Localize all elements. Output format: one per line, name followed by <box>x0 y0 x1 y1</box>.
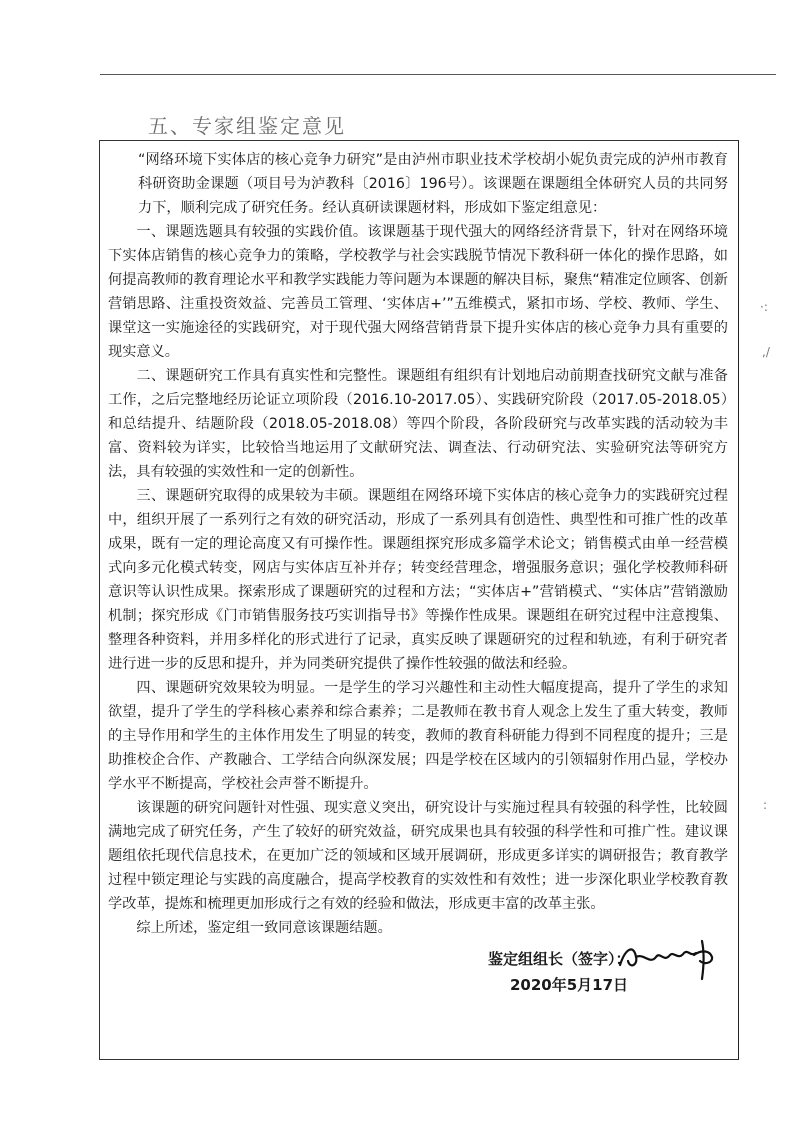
intro-paragraph: “网络环境下实体店的核心竞争力研究”是由泸州市职业技术学校胡小妮负责完成的泸州市教育科研资助金课题（项目号为泸教科〔2016〕196号）。该课题在课题组全体研究人员的共同努力下，顺利完成了研究任务。经认真研读课题材料，形成如下鉴定组意见： <box>138 152 728 216</box>
point-1-paragraph: 一、课题选题具有较强的实践价值。该课题基于现代强大的网络经济背景下，针对在网络环境下实体店销售的核心竞争力的策略，学校教学与社会实践脱节情况下教科研一体化的操作思路，如何提高教师的教育理论水平和教学实践能力等问题为本课题的解决目标，聚焦“精准定位顾客、创新营销思路、注重投资效益、完善员工管理、‘实体店+’”五维模式，紧扣市场、学校、教师、学生、课堂这一实施途径的实践研究，对于现代强大网络营销背景下提升实体店的核心竞争力具有重要的现实意义。 <box>108 224 728 360</box>
top-divider <box>100 74 776 75</box>
sign-date: 2020年5月17日 <box>510 976 629 994</box>
section-title: 五、专家组鉴定意见 <box>148 114 346 138</box>
conclusion-paragraph: 综上所述，鉴定组一致同意该课题结题。 <box>136 920 392 936</box>
point-3-paragraph: 三、课题研究取得的成果较为丰硕。课题组在网络环境下实体店的核心竞争力的实践研究过程中，组织开展了一系列行之有效的研究活动，形成了一系列具有创造性、典型性和可推广性的改革成果，既有一定的理论高度又有可操作性。课题组探究形成多篇学术论文；销售模式由单一经营模式向多元化模式转变，网店与实体店互补并存；转变经营理念，增强服务意识；强化学校教师科研意识等认识性成果。探索形成了课题研究的过程和方法；“实体店+”营销模式、“实体店”营销激励机制；探究形成《门市销售服务技巧实训指导书》等操作性成果。课题组在研究过程中注意搜集、整理各种资料，并用多样化的形式进行了记录，真实反映了课题研究的过程和轨迹，有利于研究者进行进一步的反思和提升，并为同类研究提供了操作性较强的做法和经验。 <box>108 488 728 672</box>
recommendation-paragraph: 该课题的研究问题针对性强、现实意义突出，研究设计与实施过程具有较强的科学性，比较圆满地完成了研究任务，产生了较好的研究效益，研究成果也具有较强的科学性和可推广性。建议课题组依托现代信息技术，在更加广泛的领域和区域开展调研，形成更多详实的调研报告；教育教学过程中锁定理论与实践的高度融合，提高学校教育的实效性和有效性；进一步深化职业学校教育教学改革，提炼和梳理更加形成行之有效的经验和做法，形成更丰富的改革主张。 <box>108 800 728 912</box>
opinion-body <box>108 148 728 940</box>
signer-label: 鉴定组组长（签字）： <box>488 950 631 968</box>
margin-mark: ,/ <box>762 345 770 359</box>
margin-mark: ·: <box>760 300 768 314</box>
point-2-paragraph: 二、课题研究工作具有真实性和完整性。课题组有组织有计划地启动前期查找研究文献与准备工作，之后完整地经历论证立项阶段（2016.10-2017.05）、实践研究阶段（2017.05-2018.05）和总结提升、结题阶段（2018.05-2018.08）等四个阶段，各阶段研究与改革实践的活动较为丰富、资料较为详实，比较恰当地运用了文献研究法、调查法、行动研究法、实验研究法等研究方法，具有较强的实效性和一定的创新性。 <box>108 368 728 480</box>
handwritten-signature <box>614 935 724 985</box>
margin-mark: : <box>763 798 768 812</box>
point-4-paragraph: 四、课题研究效果较为明显。一是学生的学习兴趣性和主动性大幅度提高，提升了学生的求知欲望，提升了学生的学科核心素养和综合素养；二是教师在教书育人观念上发生了重大转变，教师的主导作用和学生的主体作用发生了明显的转变，教师的教育科研能力得到不同程度的提升；三是助推校企合作、产教融合、工学结合向纵深发展；四是学校在区域内的引领辐射作用凸显，学校办学水平不断提高，学校社会声誉不断提升。 <box>108 680 728 792</box>
